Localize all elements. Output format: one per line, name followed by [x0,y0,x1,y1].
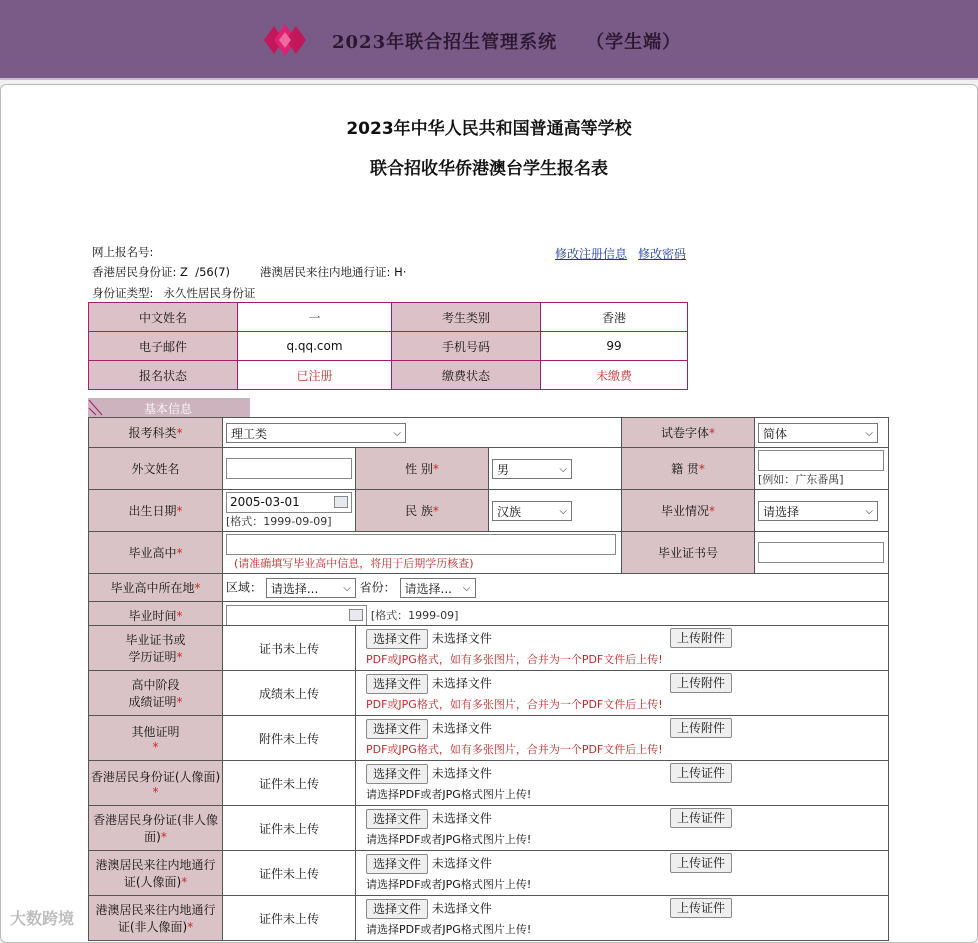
calendar-icon[interactable] [349,609,363,621]
subject-select[interactable]: 理工类 ⌵ [226,423,406,443]
chevron-down-icon: ⌵ [865,427,874,439]
choose-file-button[interactable]: 选择文件 [366,764,428,784]
choose-file-button[interactable]: 选择文件 [366,674,428,694]
upload-button[interactable]: 上传证件 [670,763,732,783]
table-row [89,303,688,332]
email-label: 电子邮件 [89,332,238,361]
table-row [89,851,889,896]
upload-button[interactable]: 上传附件 [670,628,732,648]
table-row [89,671,889,716]
file-picker [366,899,492,919]
file-picker [366,809,492,829]
grad-time-label: 毕业时间* [89,602,223,630]
native-place-hint: [例如：广东番禺] [758,473,844,486]
upload-cell [356,851,889,896]
file-status: 未选择文件 [431,901,492,916]
upload-status: 附件未上传 [223,716,356,761]
upload-hint: 请选择PDF或者JPG格式图片上传! [366,833,532,846]
phone-label: 手机号码 [392,332,541,361]
phone-value: 99 [541,332,688,361]
upload-button[interactable]: 上传证件 [670,808,732,828]
file-picker [366,629,492,649]
permit-label: 港澳居民来往内地通行证: [260,265,395,279]
upload-cell [356,671,889,716]
name-value: 一 [238,303,392,332]
chevron-down-icon: ⌵ [343,582,351,594]
school-location-cell [223,574,889,602]
paper-font-cell [755,418,889,448]
reg-no-label: 网上报名号: [92,245,154,259]
chevron-down-icon: ⌵ [559,463,567,475]
ethnic-select[interactable]: 汉族 ⌵ [492,501,572,521]
arrow-icon [88,398,104,417]
table-row [89,896,889,941]
upload-hint: 请选择PDF或者JPG格式图片上传! [366,923,532,936]
upload-status: 证件未上传 [223,806,356,851]
province-select[interactable]: 请选择... ⌵ [400,578,476,598]
table-row [89,490,889,532]
chevron-down-icon: ⌵ [559,505,567,517]
table-row [89,332,688,361]
table-row [89,761,889,806]
choose-file-button[interactable]: 选择文件 [366,854,428,874]
email-value: q.qq.com [238,332,392,361]
upload-cell [356,806,889,851]
file-status: 未选择文件 [431,811,492,826]
region-label: 区域： [226,580,263,594]
app-title: 2023年联合招生管理系统 （学生端） [332,32,682,53]
birth-label: 出生日期* [89,490,223,532]
fee-status-label: 缴费状态 [392,361,541,390]
choose-file-button[interactable]: 选择文件 [366,809,428,829]
province-label: 省份： [359,580,396,594]
upload-label: 其他证明 * [89,716,223,761]
choose-file-button[interactable]: 选择文件 [366,719,428,739]
watermark: 大数跨境 [10,909,75,928]
cert-no-cell [755,532,889,574]
upload-table [88,625,889,941]
upload-button[interactable]: 上传证件 [670,853,732,873]
ethnic-cell [489,490,622,532]
file-status: 未选择文件 [431,721,492,736]
gender-select[interactable]: 男 ⌵ [492,459,572,479]
table-row [89,574,889,602]
grad-status-cell [755,490,889,532]
category-value: 香港 [541,303,688,332]
upload-label: 香港居民身份证(人像面) * [89,761,223,806]
upload-status: 证件未上传 [223,761,356,806]
subject-label: 报考科类* [89,418,223,448]
ethnic-label: 民 族* [356,490,489,532]
file-picker [366,854,492,874]
file-status: 未选择文件 [431,676,492,691]
file-picker [366,719,492,739]
change-password-link[interactable]: 修改密码 [638,247,687,261]
file-status: 未选择文件 [431,766,492,781]
upload-hint: 请选择PDF或者JPG格式图片上传! [366,788,532,801]
calendar-icon[interactable] [334,496,348,508]
reg-status-label: 报名状态 [89,361,238,390]
school-input[interactable] [226,534,616,555]
foreign-name-input[interactable] [226,458,352,479]
upload-hint: PDF或JPG格式，如有多张图片，合并为一个PDF文件后上传! [366,653,663,666]
upload-label: 港澳居民来往内地通行 证(人像面)* [89,851,223,896]
upload-label: 高中阶段 成绩证明* [89,671,223,716]
region-select[interactable]: 请选择... ⌵ [266,578,356,598]
section-title: 基本信息 [144,402,193,416]
table-row [89,716,889,761]
choose-file-button[interactable]: 选择文件 [366,629,428,649]
birth-hint: [格式：1999-09-09] [226,515,332,528]
document-subtitle: 联合招收华侨港澳台学生报名表 [370,159,608,179]
cert-no-label: 毕业证书号 [622,532,755,574]
upload-cell [356,896,889,941]
upload-status: 证件未上传 [223,896,356,941]
name-label: 中文姓名 [89,303,238,332]
table-row [89,418,889,448]
grad-time-input[interactable] [226,605,367,626]
hk-id-value: Z /56(7) [180,265,231,279]
birth-date-input[interactable]: 2005-03-01 [226,492,352,513]
chevron-down-icon: ⌵ [393,427,401,439]
grad-status-select[interactable]: 请选择 ⌵ [758,501,878,521]
native-place-label: 籍 贯* [622,448,755,490]
document-title: 2023年中华人民共和国普通高等学校 [346,119,632,139]
id-type-value: 永久性居民身份证 [163,286,256,300]
upload-hint: 请选择PDF或者JPG格式图片上传! [366,878,532,891]
id-type-line [92,285,255,301]
paper-font-label: 试卷字体* [622,418,755,448]
upload-cell [356,716,889,761]
id-line [92,264,406,280]
table-row [89,626,889,671]
table-row [89,448,889,490]
subject-cell [223,418,622,448]
birth-cell [223,490,356,532]
gender-cell [489,448,622,490]
table-row [89,806,889,851]
grad-status-label: 毕业情况* [622,490,755,532]
summary-table [88,302,688,390]
file-status: 未选择文件 [431,631,492,646]
school-hint: (请准确填写毕业高中信息，将用于后期学历核查) [234,557,474,570]
upload-label: 港澳居民来往内地通行 证(非人像面)* [89,896,223,941]
category-label: 考生类别 [392,303,541,332]
upload-label: 毕业证书或 学历证明* [89,626,223,671]
upload-button[interactable]: 上传附件 [670,718,732,738]
school-location-label: 毕业高中所在地* [89,574,223,602]
file-status: 未选择文件 [431,856,492,871]
basic-info-form [88,417,889,630]
cert-no-input[interactable] [758,542,884,563]
gender-label: 性 别* [356,448,489,490]
logo-icon [262,22,308,58]
fee-status-value: 未缴费 [541,361,688,390]
upload-hint: PDF或JPG格式，如有多张图片，合并为一个PDF文件后上传! [366,698,663,711]
native-place-cell [755,448,889,490]
paper-font-select[interactable]: 简体 ⌵ [758,423,878,443]
hk-id-label: 香港居民身份证: [92,265,181,279]
upload-button[interactable]: 上传证件 [670,898,732,918]
upload-status: 证件未上传 [223,851,356,896]
school-label: 毕业高中* [89,532,223,574]
reg-status-value: 已注册 [238,361,392,390]
table-row [89,532,889,574]
upload-status: 证书未上传 [223,626,356,671]
permit-value: H· [394,265,407,279]
table-row [89,361,688,390]
native-place-input[interactable] [758,450,884,471]
choose-file-button[interactable]: 选择文件 [366,899,428,919]
grad-time-hint: [格式：1999-09] [370,609,459,622]
file-picker [366,674,492,694]
upload-cell [356,761,889,806]
section-tab-basic-info [88,398,250,417]
id-type-label: 身份证类型: [92,286,154,300]
upload-button[interactable]: 上传附件 [670,673,732,693]
chevron-down-icon: ⌵ [865,505,874,517]
foreign-name-label: 外文姓名 [89,448,223,490]
registration-number [92,244,153,260]
upload-label: 香港居民身份证(非人像 面)* [89,806,223,851]
foreign-name-cell [223,448,356,490]
school-cell [223,532,622,574]
file-picker [366,764,492,784]
upload-cell [356,626,889,671]
upload-status: 成绩未上传 [223,671,356,716]
upload-hint: PDF或JPG格式，如有多张图片，合并为一个PDF文件后上传! [366,743,663,756]
chevron-down-icon: ⌵ [462,582,471,594]
edit-registration-link[interactable]: 修改注册信息 [555,247,628,261]
app-header [0,0,978,80]
